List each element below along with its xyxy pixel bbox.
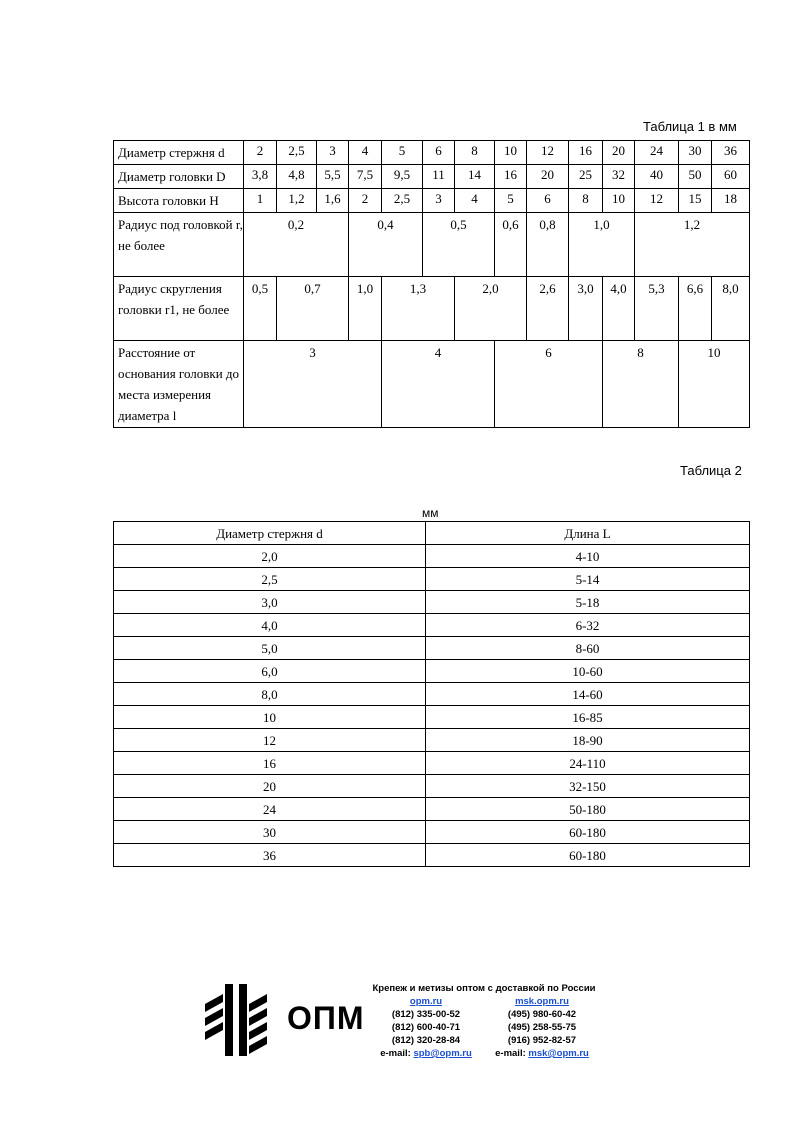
cell: 3 [244, 341, 382, 428]
phone: (812) 600-40-71 [391, 1022, 461, 1033]
cell: 8 [603, 341, 679, 428]
cell: 40 [635, 165, 679, 189]
cell: 8 [455, 141, 495, 165]
row-label: Диаметр головки D [114, 165, 244, 189]
cell: 60 [712, 165, 750, 189]
cell: 1,2 [635, 213, 750, 277]
table-row [114, 545, 750, 568]
cell: 5,3 [635, 277, 679, 341]
cell: 0,2 [244, 213, 349, 277]
table1 [113, 140, 750, 428]
cell: 10 [679, 341, 750, 428]
table2-caption: Таблица 2 [680, 463, 742, 478]
cell: 5,0 [114, 637, 426, 660]
cell: 16 [495, 165, 527, 189]
cell: 5 [495, 189, 527, 213]
cell: 10 [114, 706, 426, 729]
cell: 1,3 [382, 277, 455, 341]
cell: 2 [349, 189, 382, 213]
cell: 2,5 [382, 189, 423, 213]
table2-header [114, 522, 750, 545]
cell: 1 [244, 189, 277, 213]
cell: 6 [495, 341, 603, 428]
cell: 2,0 [114, 545, 426, 568]
table1-row-l [114, 341, 750, 428]
cell: 60-180 [426, 821, 750, 844]
spb-site-link[interactable]: opm.ru [409, 996, 443, 1007]
cell: 8,0 [712, 277, 750, 341]
cell: 20 [114, 775, 426, 798]
table-row [114, 775, 750, 798]
cell: 0,4 [349, 213, 423, 277]
phone: (812) 320-28-84 [391, 1035, 461, 1046]
table-row [114, 798, 750, 821]
table-row [114, 660, 750, 683]
cell: 3 [423, 189, 455, 213]
cell: 0,8 [527, 213, 569, 277]
cell: 50-180 [426, 798, 750, 821]
cell: 50 [679, 165, 712, 189]
cell: 4,0 [603, 277, 635, 341]
cell: 36 [114, 844, 426, 867]
cell: 36 [712, 141, 750, 165]
row-label: Радиус скругления головки r1, не более [114, 277, 244, 341]
cell: 3 [317, 141, 349, 165]
msk-email-link[interactable]: msk@opm.ru [528, 1048, 589, 1059]
table1-row-r [114, 213, 750, 277]
cell: 6,0 [114, 660, 426, 683]
spb-email-link[interactable]: spb@opm.ru [413, 1048, 472, 1059]
cell: 6 [527, 189, 569, 213]
cell: 2,5 [114, 568, 426, 591]
column-header: Диаметр стержня d [114, 522, 426, 545]
phone: (916) 952-82-57 [507, 1035, 577, 1046]
cell: 8-60 [426, 637, 750, 660]
cell: 5-14 [426, 568, 750, 591]
cell: 3,0 [114, 591, 426, 614]
phone: (495) 980-60-42 [507, 1009, 577, 1020]
table-row [114, 614, 750, 637]
cell: 0,5 [244, 277, 277, 341]
cell: 4 [349, 141, 382, 165]
cell: 6,6 [679, 277, 712, 341]
table-row [114, 844, 750, 867]
email-label: e-mail: [380, 1048, 411, 1059]
table1-caption: Таблица 1 в мм [643, 119, 737, 134]
cell: 32-150 [426, 775, 750, 798]
cell: 16 [114, 752, 426, 775]
cell: 12 [635, 189, 679, 213]
cell: 1,0 [349, 277, 382, 341]
cell: 60-180 [426, 844, 750, 867]
table1-row-H [114, 189, 750, 213]
cell: 5 [382, 141, 423, 165]
cell: 4,0 [114, 614, 426, 637]
cell: 2 [244, 141, 277, 165]
cell: 4,8 [277, 165, 317, 189]
cell: 10-60 [426, 660, 750, 683]
cell: 7,5 [349, 165, 382, 189]
cell: 6-32 [426, 614, 750, 637]
cell: 32 [603, 165, 635, 189]
cell: 9,5 [382, 165, 423, 189]
column-header: Длина L [426, 522, 750, 545]
table-row [114, 729, 750, 752]
cell: 12 [114, 729, 426, 752]
opm-logo-icon [203, 984, 269, 1056]
row-label: Расстояние от основания головки до места измерения диаметра l [114, 341, 244, 428]
cell: 5-18 [426, 591, 750, 614]
cell: 0,7 [277, 277, 349, 341]
cell: 10 [603, 189, 635, 213]
cell: 20 [603, 141, 635, 165]
table1-row-d [114, 141, 750, 165]
cell: 14-60 [426, 683, 750, 706]
cell: 12 [527, 141, 569, 165]
cell: 4 [382, 341, 495, 428]
cell: 1,0 [569, 213, 635, 277]
cell: 0,5 [423, 213, 495, 277]
table2-unit: мм [422, 506, 439, 520]
footer [203, 982, 603, 1062]
row-label: Диаметр стержня d [114, 141, 244, 165]
cell: 15 [679, 189, 712, 213]
table-row [114, 568, 750, 591]
cell: 24 [114, 798, 426, 821]
cell: 11 [423, 165, 455, 189]
table-row [114, 752, 750, 775]
cell: 16-85 [426, 706, 750, 729]
table1-row-r1 [114, 277, 750, 341]
cell: 8 [569, 189, 603, 213]
cell: 30 [114, 821, 426, 844]
row-label: Высота головки H [114, 189, 244, 213]
table-row [114, 683, 750, 706]
cell: 10 [495, 141, 527, 165]
cell: 0,6 [495, 213, 527, 277]
cell: 24-110 [426, 752, 750, 775]
cell: 8,0 [114, 683, 426, 706]
cell: 4-10 [426, 545, 750, 568]
table1-row-D [114, 165, 750, 189]
row-label: Радиус под головкой r, не более [114, 213, 244, 277]
cell: 18-90 [426, 729, 750, 752]
cell: 16 [569, 141, 603, 165]
cell: 3,8 [244, 165, 277, 189]
table2 [113, 521, 750, 867]
cell: 18 [712, 189, 750, 213]
cell: 4 [455, 189, 495, 213]
phone: (495) 258-55-75 [507, 1022, 577, 1033]
cell: 6 [423, 141, 455, 165]
cell: 24 [635, 141, 679, 165]
cell: 30 [679, 141, 712, 165]
logo-text: ОПМ [287, 1000, 365, 1036]
cell: 2,0 [455, 277, 527, 341]
table-row [114, 706, 750, 729]
tagline: Крепеж и метизы оптом с доставкой по России [372, 983, 596, 994]
cell: 1,6 [317, 189, 349, 213]
table-row [114, 591, 750, 614]
cell: 3,0 [569, 277, 603, 341]
cell: 2,5 [277, 141, 317, 165]
cell: 5,5 [317, 165, 349, 189]
email-label: e-mail: [495, 1048, 526, 1059]
cell: 25 [569, 165, 603, 189]
table-row [114, 637, 750, 660]
msk-site-link[interactable]: msk.opm.ru [515, 996, 569, 1007]
cell: 1,2 [277, 189, 317, 213]
msk-contacts [484, 995, 600, 1060]
phone: (812) 335-00-52 [391, 1009, 461, 1020]
spb-contacts [368, 995, 484, 1060]
cell: 20 [527, 165, 569, 189]
table-row [114, 821, 750, 844]
cell: 14 [455, 165, 495, 189]
cell: 2,6 [527, 277, 569, 341]
